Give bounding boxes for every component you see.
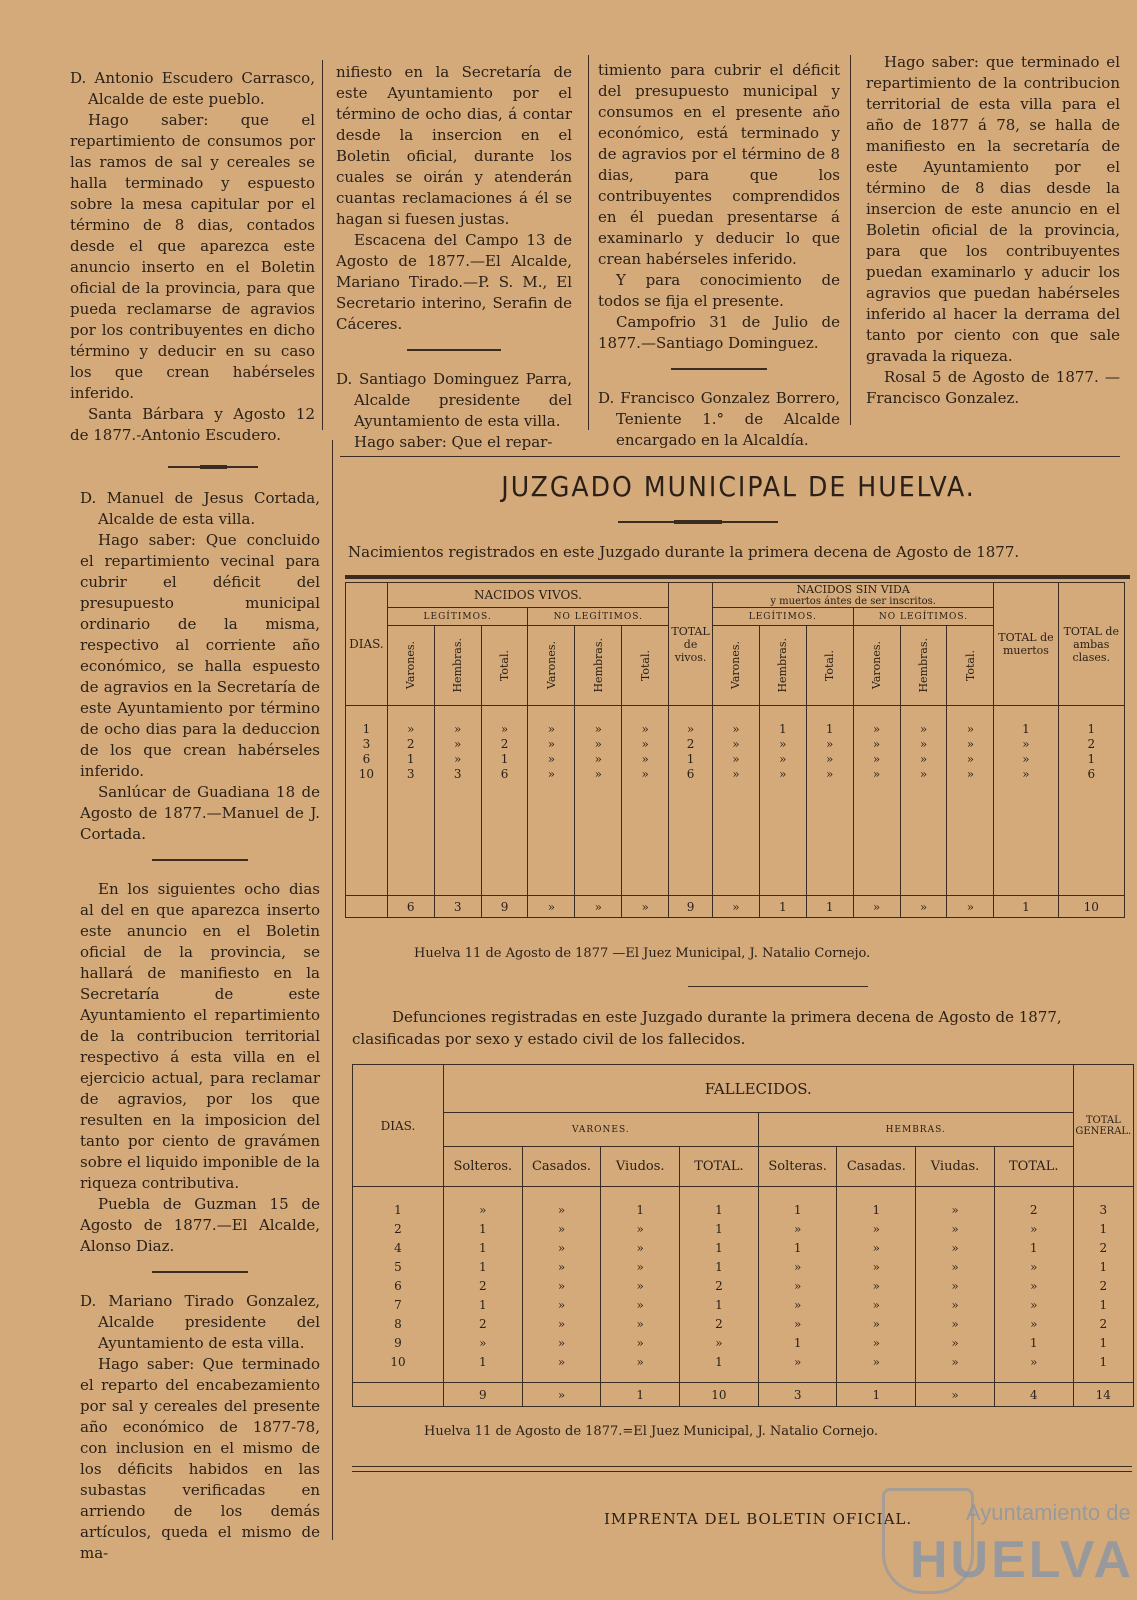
- def-vv-cell: 1 » » » » » » » »: [601, 1187, 680, 1383]
- def-tot-ht: 4: [994, 1383, 1073, 1407]
- nac-m-legitimos-header: LEGÍTIMOS.: [712, 608, 853, 626]
- def-solteras-header: Solteras.: [758, 1147, 837, 1187]
- nac-nh-cell: » » » »: [575, 706, 622, 896]
- deaths-body-row: [353, 1187, 1134, 1383]
- births-totals-row: [346, 896, 1125, 918]
- nac-tm-cell: 1 » » »: [994, 706, 1058, 896]
- nac-mlv-cell: » » » »: [712, 706, 759, 896]
- nac-tot-nv: »: [528, 896, 575, 918]
- nac-tot-lt: 9: [481, 896, 528, 918]
- nac-tot-ta: 10: [1058, 896, 1124, 918]
- paragraph: nifiesto en la Secretaría de este Ayuntamiento por el término de ocho dias, á contar desde la insercion en el Boletin oficial, durante los cuales se oirán y atenderán cuantas reclamaciones á él se hagan si fuesen justas.: [336, 63, 572, 228]
- def-tot-vs: 9: [443, 1383, 522, 1407]
- def-dias-cell: 1 2 4 5 6 7 8 9 10: [353, 1187, 444, 1383]
- paragraph: timiento para cubrir el déficit del presupuesto municipal y consumos en el presente año económico, está terminado y de agravios por el término de 8 dias, para que los contribuyentes comprendidos en él puedan presentarse á examinarlo y deducir lo que crean habérseles inferido.: [598, 61, 840, 268]
- def-hc-cell: 1 » » » » » » » »: [837, 1187, 916, 1383]
- printer-footer: IMPRENTA DEL BOLETIN OFICIAL.: [604, 1510, 913, 1528]
- nac-tot-mnv: »: [853, 896, 900, 918]
- def-tot-vv: 1: [601, 1383, 680, 1407]
- births-signature: Huelva 11 de Agosto de 1877 —El Juez Municipal, J. Natalio Cornejo.: [414, 946, 871, 961]
- deaths-caption: Defunciones registradas en este Juzgado durante la primera decena de Agosto de 1877, clasificadas por sexo y estado civil de los fallecidos.: [352, 1008, 1062, 1048]
- def-hv-cell: » » » » » » » » »: [916, 1187, 995, 1383]
- paragraph: Hago saber: Que el repar-: [354, 433, 553, 451]
- def-tot-hv: »: [916, 1383, 995, 1407]
- nac-legitimos-header: LEGÍTIMOS.: [387, 608, 528, 626]
- nac-nv-header: Varones.: [544, 641, 558, 690]
- watermark-text-huelva: HUELVA: [910, 1531, 1135, 1589]
- def-tot-hs: 3: [758, 1383, 837, 1407]
- nac-lt-cell: » 2 1 6: [481, 706, 528, 896]
- nac-lh-header: Hembras.: [451, 638, 465, 693]
- def-tot-vt: 10: [680, 1383, 759, 1407]
- separator-rule: [152, 1271, 248, 1273]
- watermark-text-top: Ayuntamiento de: [966, 1500, 1131, 1525]
- paragraph: Y para conocimiento de todos se fija el presente.: [598, 271, 840, 310]
- nac-mlv-header: Varones.: [729, 641, 743, 690]
- nac-ta-cell: 1 2 1 6: [1058, 706, 1124, 896]
- juzgado-title: JUZGADO MUNICIPAL DE HUELVA.: [501, 470, 976, 503]
- nac-dias-cell: 1 3 6 10: [346, 706, 388, 896]
- paragraph: D. Antonio Escudero Carrasco, Alcalde de este pueblo.: [70, 69, 315, 108]
- def-hembras-header: HEMBRAS.: [758, 1113, 1073, 1147]
- nac-mnt-header: Total.: [963, 649, 977, 682]
- nac-mlh-cell: 1 » » »: [759, 706, 806, 896]
- nac-mnh-cell: » » » »: [900, 706, 947, 896]
- separator-rule: [152, 859, 248, 861]
- births-caption: Nacimientos registrados en este Juzgado durante la primera decena de Agosto de 1877.: [348, 543, 1020, 561]
- nac-vivos-header: NACIDOS VIVOS.: [387, 583, 668, 608]
- nac-total-ambas-header: TOTAL de ambas clases.: [1058, 583, 1124, 706]
- paragraph: D. Manuel de Jesus Cortada, Alcalde de esta villa.: [80, 489, 320, 528]
- paragraph: Puebla de Guzman 15 de Agosto de 1877.—El Alcalde, Alonso Diaz.: [80, 1195, 320, 1255]
- nac-sin-vida-sub: y muertos ántes de ser inscritos.: [770, 596, 936, 607]
- paragraph: Hago saber: que terminado el repartimiento de la contribucion territorial de esta villa para el año de 1877 á 78, se halla de manifiesto en la secretaría de este Ayuntamiento por el término de 8 dias desde la insercion de este anuncio en el Boletin oficial de la provincia, para que los contribuyentes puedan examinarlo y aducir los agravios que puedan habérseles inferido al hacer la derrama del tanto por ciento con que sale gravada la riqueza.: [866, 53, 1120, 365]
- nac-tot-tm: 1: [994, 896, 1058, 918]
- deaths-table: [352, 1064, 1134, 1407]
- paragraph: Hago saber: Que concluido el repartimiento vecinal para cubrir el déficit del presupuesto municipal ordinario de la misma, respectivo al corriente año económico, se halla espuesto de agravios en la Secretaría de este Ayuntamiento por término de ocho dias para la deduccion de los que crean habérseles inferido.: [80, 531, 320, 780]
- paragraph: Santa Bárbara y Agosto 12 de 1877.-Antonio Escudero.: [70, 405, 315, 444]
- paragraph: Escacena del Campo 13 de Agosto de 1877.—El Alcalde, Mariano Tirado.—P. S. M., El Secretario interino, Serafin de Cáceres.: [336, 231, 572, 333]
- separator-rule: [671, 368, 768, 370]
- nac-mlt-header: Total.: [823, 649, 837, 682]
- nac-nt-cell: » » » »: [622, 706, 669, 896]
- nac-tot-mnt: »: [947, 896, 994, 918]
- nac-tot-tv: 9: [669, 896, 713, 918]
- left-column: [80, 488, 320, 1564]
- def-vc-cell: » » » » » » » » »: [522, 1187, 601, 1383]
- def-tot-tg: 14: [1073, 1383, 1133, 1407]
- nac-tot-lv: 6: [387, 896, 434, 918]
- def-ht-cell: 2 » 1 » » » » 1 »: [994, 1187, 1073, 1383]
- top-column-2: [336, 62, 572, 453]
- nac-total-muertos-header: TOTAL de muertos: [994, 583, 1058, 706]
- births-body-row: [346, 706, 1125, 896]
- paragraph: Hago saber: que el repartimiento de consumos por las ramos de sal y cereales se halla terminado y espuesto sobre la mesa capitular por el término de 8 dias, contados desde el que aparezca este anuncio inserto en el Boletin oficial de la provincia, para que pueda reclamarse de agravios por los contribuyentes en dicho término y deducir en su caso los que crean habérseles inferido.: [70, 111, 315, 402]
- nac-nt-header: Total.: [638, 649, 652, 682]
- def-tg-cell: 3 1 2 1 2 1 2 1 1: [1073, 1187, 1133, 1383]
- top-column-4: [866, 52, 1120, 409]
- def-dias-header: DIAS.: [353, 1065, 444, 1187]
- nac-m-no-legitimos-header: NO LEGÍTIMOS.: [853, 608, 994, 626]
- nac-tot-lh: 3: [434, 896, 481, 918]
- nac-mlt-cell: 1 » » »: [806, 706, 853, 896]
- def-casados-header: Casados.: [522, 1147, 601, 1187]
- nac-lv-cell: » 2 1 3: [387, 706, 434, 896]
- def-viudas-header: Viudas.: [916, 1147, 995, 1187]
- paragraph: En los siguientes ocho dias al del en que aparezca inserto este anuncio en el Boletin oficial de la provincia, se hallará de manifiesto en la Secretaría de este Ayuntamiento el repartimiento de la contribucion territorial respectivo á esta villa en el ejercicio actual, para reclamar de agravios, por los que resulten en la imposicion del tanto por ciento de gravámen sobre el liquido imponible de la riqueza contributiva.: [80, 880, 320, 1192]
- nac-mlh-header: Hembras.: [776, 638, 790, 693]
- deaths-totals-row: [353, 1383, 1134, 1407]
- nac-tot-nh: »: [575, 896, 622, 918]
- separator-rule: [407, 349, 501, 351]
- paragraph: D. Santiago Dominguez Parra, Alcalde presidente del Ayuntamiento de esta villa.: [336, 370, 572, 430]
- nac-lv-header: Varones.: [404, 641, 418, 690]
- def-vt-cell: 1 1 1 1 2 1 2 » 1: [680, 1187, 759, 1383]
- nac-tot-mlt: 1: [806, 896, 853, 918]
- def-solteros-header: Solteros.: [443, 1147, 522, 1187]
- nac-sin-vida-title: NACIDOS SIN VIDA: [796, 583, 910, 596]
- paragraph: D. Mariano Tirado Gonzalez, Alcalde presidente del Ayuntamiento de esta villa.: [80, 1292, 320, 1352]
- nac-mnv-cell: » » » »: [853, 706, 900, 896]
- top-column-3: [598, 60, 840, 451]
- nac-lt-header: Total.: [498, 649, 512, 682]
- def-tot-hc: 1: [837, 1383, 916, 1407]
- nac-tot-mlh: 1: [759, 896, 806, 918]
- def-casadas-header: Casadas.: [837, 1147, 916, 1187]
- nac-nv-cell: » » » »: [528, 706, 575, 896]
- nac-tot-mlv: »: [712, 896, 759, 918]
- paragraph: Hago saber: Que terminado el reparto del encabezamiento por sal y cereales del presente año económico de 1877-78, con inclusion en el mismo de los déficits habidos en las subastas verificadas en arriendo de los demás artículos, queda el mismo de ma-: [80, 1355, 320, 1562]
- nac-mnv-header: Varones.: [870, 641, 884, 690]
- def-total-general-header: TOTAL GENERAL.: [1073, 1065, 1133, 1187]
- top-column-1: [70, 68, 315, 446]
- def-varones-header: VARONES.: [443, 1113, 758, 1147]
- nac-tot-nt: »: [622, 896, 669, 918]
- nac-mnh-header: Hembras.: [916, 638, 930, 693]
- def-total-h-header: TOTAL.: [994, 1147, 1073, 1187]
- def-total-v-header: TOTAL.: [680, 1147, 759, 1187]
- def-hs-cell: 1 » 1 » » » » 1 »: [758, 1187, 837, 1383]
- births-table: [345, 582, 1125, 918]
- def-vs-cell: » 1 1 1 2 1 2 » 1: [443, 1187, 522, 1383]
- paragraph: Sanlúcar de Guadiana 18 de Agosto de 1877.—Manuel de J. Cortada.: [80, 783, 320, 843]
- nac-mnt-cell: » » » »: [947, 706, 994, 896]
- nac-total-vivos-header: TOTAL de vivos.: [669, 583, 713, 706]
- paragraph: Rosal 5 de Agosto de 1877. —Francisco Gonzalez.: [866, 368, 1120, 407]
- nac-sin-vida-header: [712, 583, 993, 608]
- def-fallecidos-header: FALLECIDOS.: [443, 1065, 1073, 1113]
- def-viudos-header: Viudos.: [601, 1147, 680, 1187]
- paragraph: Campofrio 31 de Julio de 1877.—Santiago Dominguez.: [598, 313, 840, 352]
- nac-tv-cell: » 2 1 6: [669, 706, 713, 896]
- def-tot-vc: »: [522, 1383, 601, 1407]
- deaths-signature: Huelva 11 de Agosto de 1877.=El Juez Municipal, J. Natalio Cornejo.: [424, 1424, 879, 1439]
- nac-lh-cell: » » » 3: [434, 706, 481, 896]
- nac-dias-header: DIAS.: [346, 583, 388, 706]
- paragraph: D. Francisco Gonzalez Borrero, Teniente 1.° de Alcalde encargado en la Alcaldía.: [598, 389, 840, 449]
- nac-nh-header: Hembras.: [591, 638, 605, 693]
- nac-no-legitimos-header: NO LEGÍTIMOS.: [528, 608, 669, 626]
- nac-tot-mnh: »: [900, 896, 947, 918]
